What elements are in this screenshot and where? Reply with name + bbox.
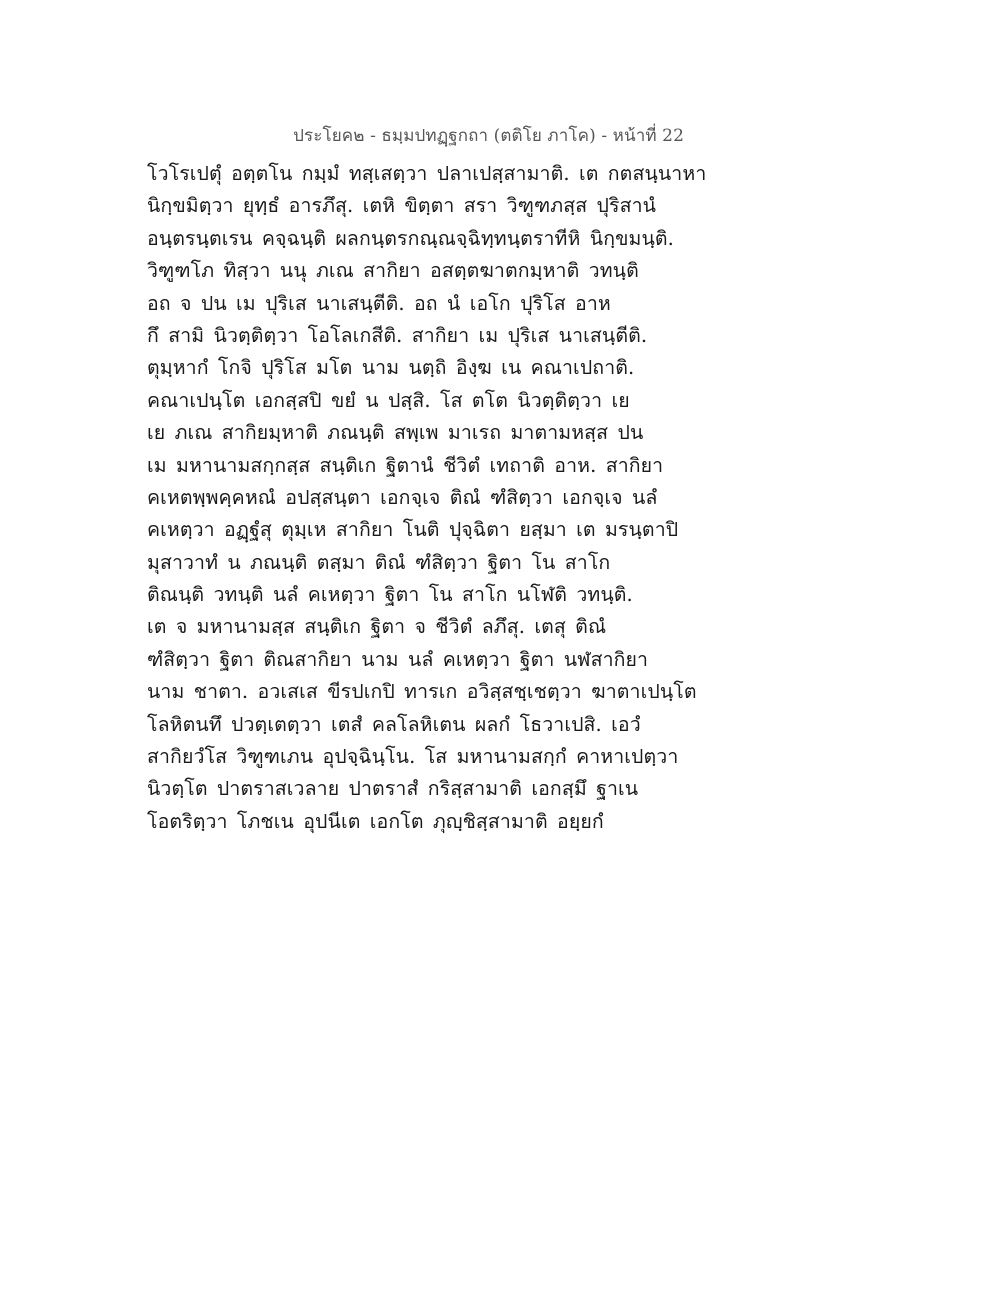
text-line: โวโรเปตุํ อตฺตโน กมฺมํ ทสฺเสตฺวา ปลาเปสฺสามาติ. เต กตสนฺนาหา [147, 162, 707, 185]
text-line: นิกฺขมิตฺวา ยุทฺธํ อารภึสุ. เตหิ ขิตฺตา สรา วิฑูฑภสฺส ปุริสานํ [147, 194, 657, 218]
text-line: โลหิตนทึ ปวตฺเตตฺวา เตสํ คลโลหิเตน ผลกํ โธวาเปสิ. เอวํ [147, 712, 641, 736]
text-line: คเหตพฺพคฺคหณํ อปสฺสนฺตา เอกจฺเจ ติณํ ฑํสิตฺวา เอกจฺเจ นลํ [147, 485, 658, 509]
text-line: เม มหานามสกฺกสฺส สนฺติเก ฐิตานํ ชีวิตํ เทถาติ อาห. สากิยา [147, 453, 664, 477]
text-line: นาม ชาตา. อวเสเส ขีรปเกปิ ทารเก อวิสฺสชฺเชตฺวา ฆาตาเปนฺโต [147, 680, 697, 704]
text-line: มุสาวาทํ น ภณนฺติ ตสฺมา ติณํ ฑํสิตฺวา ฐิตา โน สาโก [147, 550, 611, 574]
running-header: ประโยค๒ - ธมฺมปทฏฺฐกถา (ตติโย ภาโค) - หน้าที่ 22 [293, 126, 684, 146]
text-line: อนฺตรนฺตเรน คจฺฉนฺติ ผลกนฺตรกณฺณจฺฉิทฺทนฺตราทีหิ นิกฺขมนฺติ. [147, 226, 674, 250]
text-line: คเหตฺวา อฏฺฐํสุ ตุมฺเห สากิยา โนติ ปุจฺฉิตา ยสฺมา เต มรนฺตาปิ [147, 518, 679, 542]
body-text [147, 158, 707, 838]
text-line: เต จ มหานามสฺส สนฺติเก ฐิตา จ ชีวิตํ ลภึสุ. เตสุ ติณํ [147, 615, 607, 639]
text-line: สากิยวํโส วิฑูฑเภน อุปจฺฉินฺโน. โส มหานามสกฺกํ คาหาเปตฺวา [147, 745, 679, 769]
text-line: คณาเปนฺโต เอกสฺสปิ ขยํ น ปสฺสิ. โส ตโต นิวตฺติตฺวา เย [147, 388, 630, 412]
text-line: ตุมฺหากํ โกจิ ปุริโส มโต นาม นตฺถิ อิงฺฆ เน คณาเปถาติ. [147, 356, 635, 380]
text-line: โอตริตฺวา โภชเน อุปนีเต เอกโต ภุญฺชิสฺสามาติ อยฺยกํ [147, 809, 604, 833]
text-line: นิวตฺโต ปาตราสเวลาย ปาตราสํ กริสฺสามาติ เอกสฺมึ ฐาเน [147, 777, 639, 801]
text-line: เย ภเณ สากิยมฺหาติ ภณนฺติ สพฺเพ มาเรถ มาตามหสฺส ปน [147, 421, 644, 445]
text-line: อถ จ ปน เม ปุริเส นาเสนฺตีติ. อถ นํ เอโก ปุริโส อาห [147, 291, 611, 315]
text-line: ติณนฺติ วทนฺติ นลํ คเหตฺวา ฐิตา โน สาโก นโฬติ วทนฺติ. [147, 583, 633, 607]
text-line: กึ สามิ นิวตฺติตฺวา โอโลเกสีติ. สากิยา เม ปุริเส นาเสนฺตีติ. [147, 323, 648, 347]
text-line: ฑํสิตฺวา ฐิตา ติณสากิยา นาม นลํ คเหตฺวา ฐิตา นฬสากิยา [147, 647, 649, 671]
text-line: วิฑูฑโภ ทิสฺวา นนุ ภเณ สากิยา อสตฺตฆาตกมฺหาติ วทนฺติ [147, 259, 639, 283]
